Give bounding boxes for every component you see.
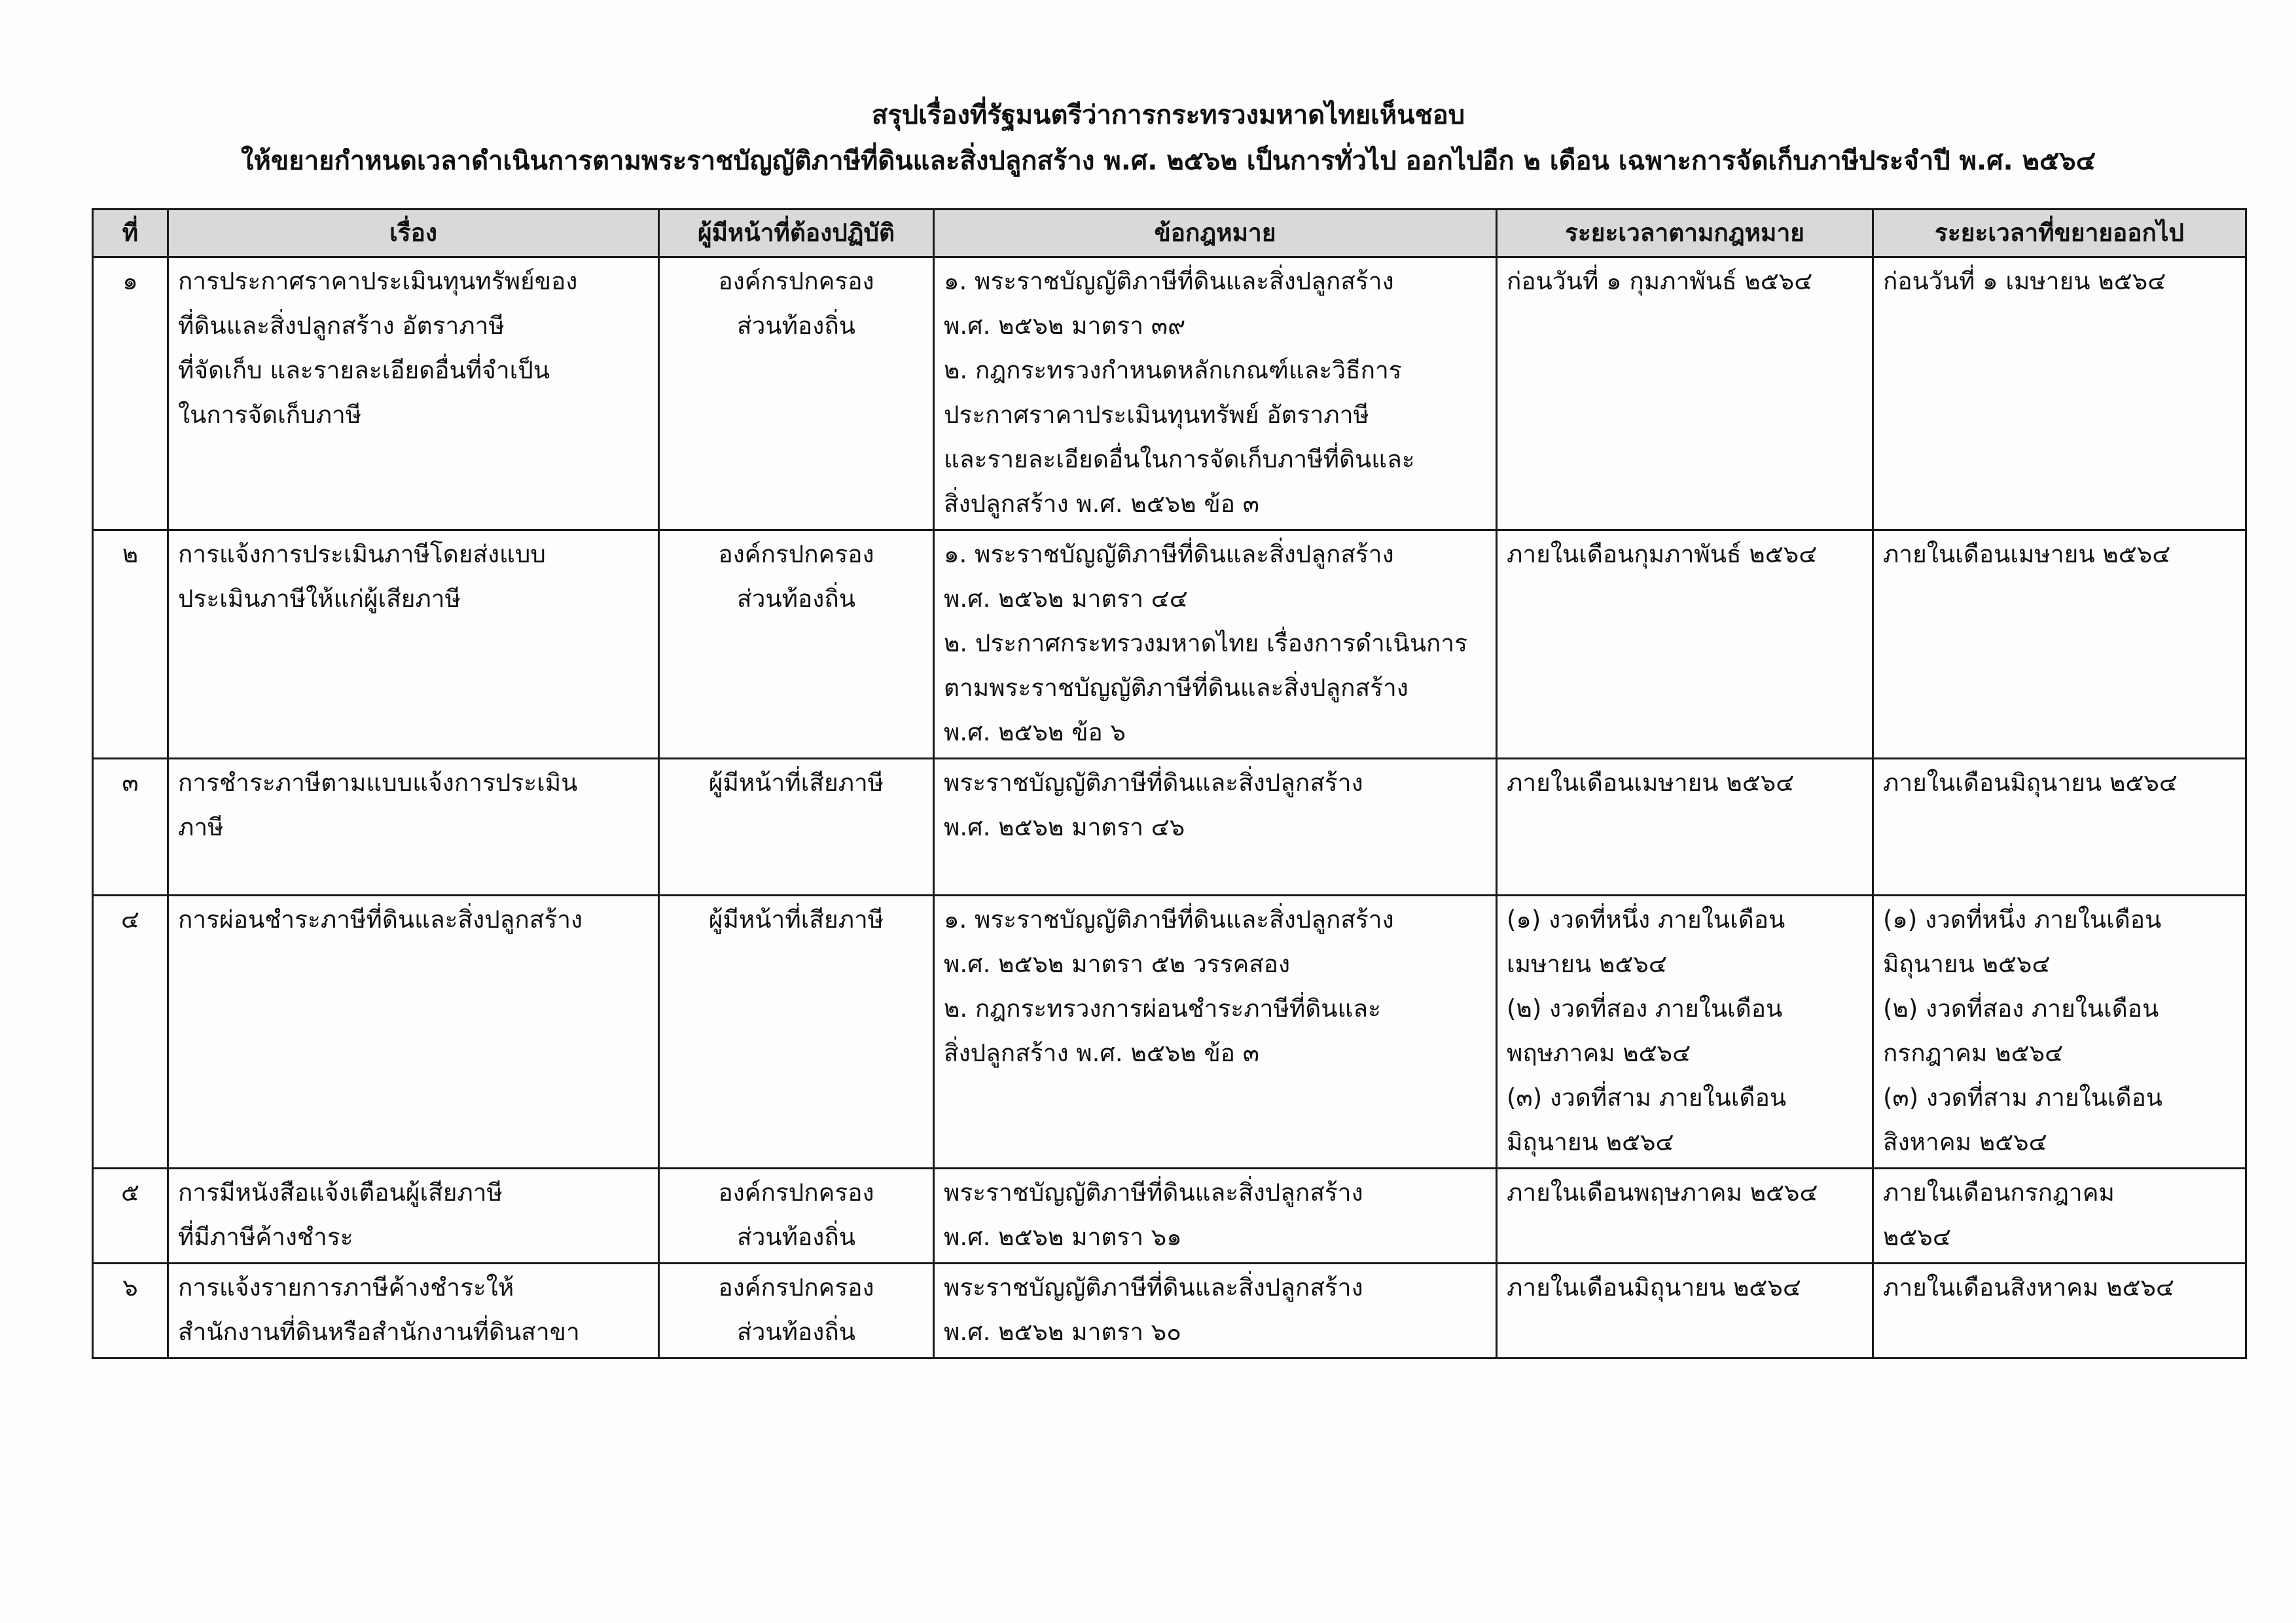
cell-line: (๓) งวดที่สาม ภายในเดือน (1883, 1084, 2163, 1112)
cell-subject (168, 1264, 659, 1359)
cell-responsible (659, 759, 934, 896)
cell-line: (๑) งวดที่หนึ่ง ภายในเดือน (1507, 905, 1785, 934)
cell-legal-period (1497, 759, 1873, 896)
table-row (93, 896, 2246, 1169)
table-row (93, 1169, 2246, 1264)
cell-line: (๒) งวดที่สอง ภายในเดือน (1507, 994, 1783, 1023)
table-row (93, 759, 2246, 896)
header-legal-period: ระยะเวลาตามกฎหมาย (1497, 210, 1873, 257)
cell-line: ภายในเดือนมิถุนายน ๒๕๖๔ (1507, 1273, 1801, 1302)
cell-line: สิ่งปลูกสร้าง พ.ศ. ๒๕๖๒ ข้อ ๓ (944, 1039, 1260, 1067)
cell-line: ส่วนท้องถิ่น (736, 1318, 856, 1346)
cell-line: ในการจัดเก็บภาษี (178, 401, 362, 429)
table-header-row (93, 210, 2246, 257)
cell-line: ภาษี (178, 813, 224, 841)
cell-line: พ.ศ. ๒๕๖๒ มาตรา ๖๐ (944, 1318, 1181, 1346)
cell-line: พ.ศ. ๒๕๖๒ มาตรา ๕๒ วรรคสอง (944, 950, 1291, 978)
cell-line: ภายในเดือนสิงหาคม ๒๕๖๔ (1883, 1273, 2174, 1302)
cell-law (934, 530, 1497, 759)
cell-line: ส่วนท้องถิ่น (736, 312, 856, 340)
cell-line: และรายละเอียดอื่นในการจัดเก็บภาษีที่ดินและ (944, 445, 1415, 473)
cell-line: ๒. กฎกระทรวงการผ่อนชำระภาษีที่ดินและ (944, 994, 1381, 1023)
cell-line: ที่ดินและสิ่งปลูกสร้าง อัตราภาษี (178, 312, 505, 340)
summary-table (92, 208, 2247, 1359)
cell-line: พ.ศ. ๒๕๖๒ มาตรา ๖๑ (944, 1223, 1182, 1251)
cell-legal-period (1497, 896, 1873, 1169)
cell-no: ๕ (93, 1169, 168, 1264)
header-responsible: ผู้มีหน้าที่ต้องปฏิบัติ (659, 210, 934, 257)
cell-legal-period (1497, 257, 1873, 530)
cell-law (934, 759, 1497, 896)
cell-line: (๒) งวดที่สอง ภายในเดือน (1883, 994, 2159, 1023)
table-row (93, 1264, 2246, 1359)
cell-subject (168, 759, 659, 896)
cell-line: ตามพระราชบัญญัติภาษีที่ดินและสิ่งปลูกสร้าง (944, 674, 1408, 702)
table-row (93, 530, 2246, 759)
cell-line: การประกาศราคาประเมินทุนทรัพย์ของ (178, 267, 578, 295)
header-extended-period: ระยะเวลาที่ขยายออกไป (1873, 210, 2246, 257)
cell-line: ภายในเดือนเมษายน ๒๕๖๔ (1507, 769, 1795, 797)
cell-legal-period (1497, 1169, 1873, 1264)
cell-line: ประกาศราคาประเมินทุนทรัพย์ อัตราภาษี (944, 401, 1369, 429)
header-law: ข้อกฎหมาย (934, 210, 1497, 257)
cell-no: ๒ (93, 530, 168, 759)
cell-no: ๑ (93, 257, 168, 530)
cell-law (934, 896, 1497, 1169)
document-title: สรุปเรื่องที่รัฐมนตรีว่าการกระทรวงมหาดไทยเห็นชอบ (871, 100, 1465, 130)
cell-line: เมษายน ๒๕๖๔ (1507, 950, 1667, 978)
cell-line: ส่วนท้องถิ่น (736, 585, 856, 613)
cell-law (934, 1264, 1497, 1359)
cell-extended-period (1873, 1264, 2246, 1359)
cell-line: องค์กรปกครอง (718, 1178, 874, 1207)
cell-line: พ.ศ. ๒๕๖๒ ข้อ ๖ (944, 718, 1126, 746)
cell-line: ๒. ประกาศกระทรวงมหาดไทย เรื่องการดำเนินการ (944, 629, 1468, 657)
cell-responsible (659, 257, 934, 530)
cell-line: กรกฎาคม ๒๕๖๔ (1883, 1039, 2064, 1067)
cell-law (934, 257, 1497, 530)
cell-responsible (659, 530, 934, 759)
cell-no: ๖ (93, 1264, 168, 1359)
cell-line: ประเมินภาษีให้แก่ผู้เสียภาษี (178, 585, 461, 613)
cell-no: ๔ (93, 896, 168, 1169)
cell-line: พระราชบัญญัติภาษีที่ดินและสิ่งปลูกสร้าง (944, 769, 1363, 797)
cell-line: สำนักงานที่ดินหรือสำนักงานที่ดินสาขา (178, 1318, 580, 1346)
cell-line: ส่วนท้องถิ่น (736, 1223, 856, 1251)
cell-line: พระราชบัญญัติภาษีที่ดินและสิ่งปลูกสร้าง (944, 1273, 1363, 1302)
cell-line: พระราชบัญญัติภาษีที่ดินและสิ่งปลูกสร้าง (944, 1178, 1363, 1207)
cell-line: ๑. พระราชบัญญัติภาษีที่ดินและสิ่งปลูกสร้าง (944, 267, 1394, 295)
cell-line: มิถุนายน ๒๕๖๔ (1507, 1128, 1674, 1156)
cell-subject (168, 257, 659, 530)
cell-legal-period (1497, 530, 1873, 759)
cell-line: องค์กรปกครอง (718, 540, 874, 568)
header-no: ที่ (93, 210, 168, 257)
cell-line: ผู้มีหน้าที่เสียภาษี (708, 769, 884, 797)
cell-line: สิงหาคม ๒๕๖๔ (1883, 1128, 2047, 1156)
cell-line: ภายในเดือนมิถุนายน ๒๕๖๔ (1883, 769, 2178, 797)
cell-extended-period (1873, 759, 2246, 896)
cell-line: การชำระภาษีตามแบบแจ้งการประเมิน (178, 769, 578, 797)
cell-subject (168, 530, 659, 759)
cell-line: ๑. พระราชบัญญัติภาษีที่ดินและสิ่งปลูกสร้าง (944, 905, 1394, 934)
cell-line: ๒. กฎกระทรวงกำหนดหลักเกณฑ์และวิธีการ (944, 356, 1402, 384)
cell-responsible (659, 1169, 934, 1264)
cell-line: (๓) งวดที่สาม ภายในเดือน (1507, 1084, 1787, 1112)
cell-line: ภายในเดือนกรกฎาคม (1883, 1178, 2115, 1207)
cell-extended-period (1873, 1169, 2246, 1264)
cell-line: การผ่อนชำระภาษีที่ดินและสิ่งปลูกสร้าง (178, 905, 583, 934)
cell-extended-period (1873, 257, 2246, 530)
cell-line: สิ่งปลูกสร้าง พ.ศ. ๒๕๖๒ ข้อ ๓ (944, 490, 1260, 518)
cell-line: ภายในเดือนเมษายน ๒๕๖๔ (1883, 540, 2171, 568)
cell-line: การแจ้งรายการภาษีค้างชำระให้ (178, 1273, 514, 1302)
cell-line: ผู้มีหน้าที่เสียภาษี (708, 905, 884, 934)
cell-extended-period (1873, 896, 2246, 1169)
cell-line: ๒๕๖๔ (1883, 1223, 1951, 1251)
cell-subject (168, 896, 659, 1169)
cell-line: พฤษภาคม ๒๕๖๔ (1507, 1039, 1691, 1067)
cell-line: พ.ศ. ๒๕๖๒ มาตรา ๓๙ (944, 312, 1186, 340)
cell-no: ๓ (93, 759, 168, 896)
cell-line: ก่อนวันที่ ๑ เมษายน ๒๕๖๔ (1883, 267, 2166, 295)
cell-line: มิถุนายน ๒๕๖๔ (1883, 950, 2051, 978)
cell-line: พ.ศ. ๒๕๖๒ มาตรา ๔๖ (944, 813, 1185, 841)
cell-line: องค์กรปกครอง (718, 1273, 874, 1302)
cell-line: (๑) งวดที่หนึ่ง ภายในเดือน (1883, 905, 2162, 934)
cell-line: การมีหนังสือแจ้งเตือนผู้เสียภาษี (178, 1178, 503, 1207)
cell-line: พ.ศ. ๒๕๖๒ มาตรา ๔๔ (944, 585, 1188, 613)
header-subject: เรื่อง (168, 210, 659, 257)
cell-extended-period (1873, 530, 2246, 759)
cell-line: ภายในเดือนกุมภาพันธ์ ๒๕๖๔ (1507, 540, 1818, 568)
cell-responsible (659, 896, 934, 1169)
cell-line: ที่มีภาษีค้างชำระ (178, 1223, 353, 1251)
cell-line: ที่จัดเก็บ และรายละเอียดอื่นที่จำเป็น (178, 356, 550, 384)
cell-law (934, 1169, 1497, 1264)
document-subtitle: ให้ขยายกำหนดเวลาดำเนินการตามพระราชบัญญัติภาษีที่ดินและสิ่งปลูกสร้าง พ.ศ. ๒๕๖๒ เป็นการทั่วไป ออกไปอีก ๒ เดือน เฉพาะการจัดเก็บภาษีประจำปี พ.ศ. ๒๕๖๔ (241, 146, 2096, 176)
cell-line: การแจ้งการประเมินภาษีโดยส่งแบบ (178, 540, 546, 568)
table-body (93, 257, 2246, 1359)
cell-subject (168, 1169, 659, 1264)
cell-responsible (659, 1264, 934, 1359)
cell-legal-period (1497, 1264, 1873, 1359)
cell-line: องค์กรปกครอง (718, 267, 874, 295)
table-row (93, 257, 2246, 530)
cell-line: ภายในเดือนพฤษภาคม ๒๕๖๔ (1507, 1178, 1818, 1207)
cell-line: ก่อนวันที่ ๑ กุมภาพันธ์ ๒๕๖๔ (1507, 267, 1813, 295)
cell-line: ๑. พระราชบัญญัติภาษีที่ดินและสิ่งปลูกสร้าง (944, 540, 1394, 568)
